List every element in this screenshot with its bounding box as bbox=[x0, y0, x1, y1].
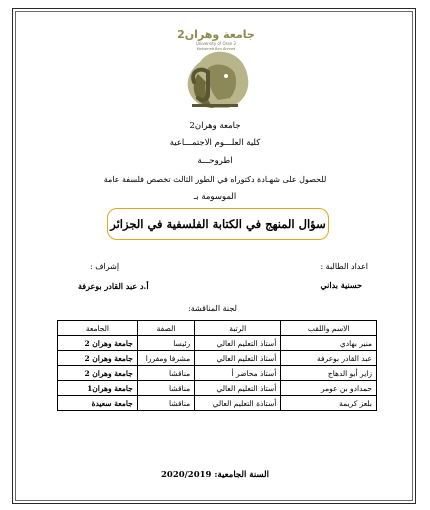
member-name: منير بهادي bbox=[281, 336, 377, 351]
member-university: جامعة سعيدة bbox=[58, 396, 138, 411]
academic-year-label: السنة الجامعية: bbox=[214, 470, 269, 480]
member-name: زاير أبو الدهاج bbox=[281, 366, 377, 381]
member-role: رئيسا bbox=[137, 336, 194, 351]
member-role: مناقشا bbox=[137, 366, 194, 381]
member-rank: أستاذ التعليم العالي bbox=[195, 381, 281, 396]
logo-arabic-text: جامعة وهران2 bbox=[177, 28, 255, 41]
committee-label: لجنة المناقشة: bbox=[188, 304, 237, 313]
member-university: جامعة وهران 2 bbox=[58, 366, 138, 381]
supervisor-name: أ.د عبد القادر بوعرفة bbox=[78, 281, 149, 291]
member-name: عبد القادر بوعرفة bbox=[281, 351, 377, 366]
table-row bbox=[58, 336, 377, 351]
thesis-purpose: للحصول على شهـادة دكتوراه في الطور الثالث تخصص فلسفة عامة bbox=[103, 175, 327, 184]
committee-table bbox=[57, 320, 377, 411]
member-role: مناقشا bbox=[137, 381, 194, 396]
logo-english-text: University of Oran 2 bbox=[195, 41, 237, 46]
supervisor-label: إشراف : bbox=[90, 262, 120, 271]
university-name: جامعة وهران2 bbox=[189, 121, 241, 131]
member-role: مشرفا ومقررا bbox=[137, 351, 194, 366]
member-rank: أستاذة التعليم العالي bbox=[195, 396, 281, 411]
university-logo bbox=[168, 22, 264, 114]
header-university: الجامعة bbox=[58, 321, 138, 336]
student-label: اعداد الطالبة : bbox=[320, 262, 368, 271]
thesis-word: اطروحـــة bbox=[197, 156, 233, 166]
academic-year-value: 2020/2019 bbox=[161, 470, 212, 480]
header-name: الاسم واللقب bbox=[281, 321, 377, 336]
member-university: جامعة وهران 2 bbox=[58, 336, 138, 351]
member-university: جامعة وهران1 bbox=[58, 381, 138, 396]
logo-french-text: Mohamed Ben Ahmed bbox=[196, 47, 236, 51]
table-row bbox=[58, 396, 377, 411]
academic-year bbox=[0, 470, 430, 480]
header-role: الصفة bbox=[137, 321, 194, 336]
header-rank: الرتبة bbox=[195, 321, 281, 336]
member-role: مناقشا bbox=[137, 396, 194, 411]
faculty-name: كلية العلـــوم الاجتمـــاعية bbox=[169, 138, 261, 148]
table-row bbox=[58, 381, 377, 396]
titled-label: الموسومة بـ bbox=[193, 192, 237, 202]
member-university: جامعة وهران 2 bbox=[58, 351, 138, 366]
member-rank: أستاذ محاضر أ bbox=[195, 366, 281, 381]
member-rank: أستاذ التعليم العالي bbox=[195, 351, 281, 366]
committee-header-row bbox=[58, 321, 377, 336]
table-row bbox=[58, 366, 377, 381]
member-rank: أستاذ التعليم العالي bbox=[195, 336, 281, 351]
member-name: حمدادو بن عومر bbox=[281, 381, 377, 396]
thesis-title: سؤال المنهج في الكتابة الفلسفية في الجزائر bbox=[107, 208, 329, 240]
member-name: بلعز كريمة bbox=[281, 396, 377, 411]
table-row bbox=[58, 351, 377, 366]
student-name: حسنية بداني bbox=[320, 280, 362, 290]
